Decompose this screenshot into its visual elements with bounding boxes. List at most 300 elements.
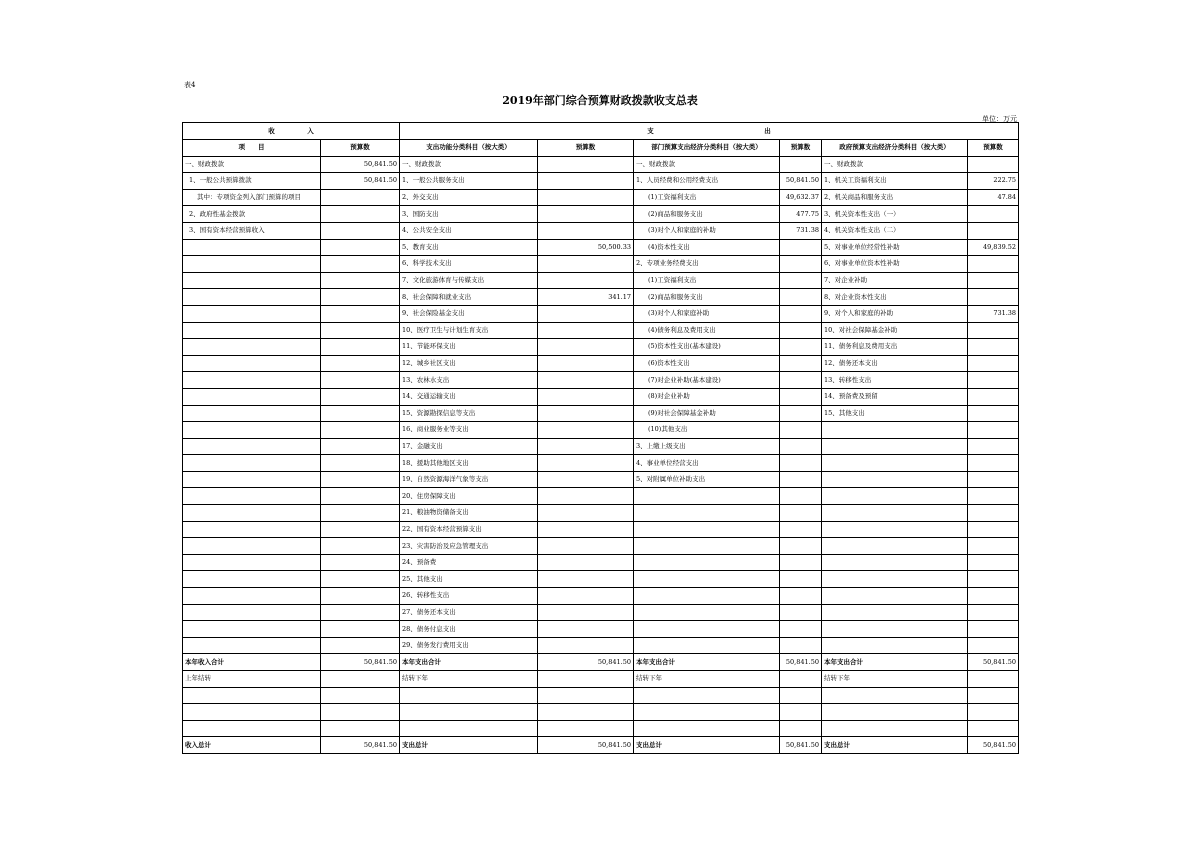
table-row <box>183 488 1019 505</box>
item-label-cell: (10)其他支出 <box>634 422 780 439</box>
item-label-cell: (7)对企业补助(基本建设) <box>634 372 780 389</box>
item-label-cell: 支出总计 <box>634 737 780 754</box>
item-label-cell: 支出总计 <box>822 737 968 754</box>
budget-value-cell <box>968 322 1019 339</box>
budget-value-cell <box>538 571 634 588</box>
budget-value-cell <box>538 156 634 173</box>
item-label-cell <box>822 704 968 721</box>
budget-value-cell: 222.75 <box>968 173 1019 190</box>
budget-value-cell <box>780 671 822 688</box>
budget-value-cell <box>321 239 400 256</box>
item-label-cell: 5、对事业单位经常性补助 <box>822 239 968 256</box>
budget-value-cell <box>968 704 1019 721</box>
table-row <box>183 455 1019 472</box>
budget-value-cell <box>780 256 822 273</box>
budget-value-cell: 731.38 <box>968 305 1019 322</box>
item-label-cell: 结转下年 <box>400 671 538 688</box>
budget-value-cell <box>321 289 400 306</box>
budget-value-cell <box>321 704 400 721</box>
table-row <box>183 621 1019 638</box>
item-label-cell <box>634 554 780 571</box>
item-label-cell: 支出总计 <box>400 737 538 754</box>
item-label-cell <box>183 521 321 538</box>
item-label-cell: (2)商品和服务支出 <box>634 289 780 306</box>
budget-value-cell <box>538 438 634 455</box>
budget-value-cell <box>321 604 400 621</box>
item-label-cell <box>183 289 321 306</box>
budget-value-cell <box>780 571 822 588</box>
budget-value-cell <box>538 339 634 356</box>
budget-value-cell: 50,500.33 <box>538 239 634 256</box>
budget-value-cell <box>968 637 1019 654</box>
budget-value-cell <box>538 355 634 372</box>
budget-value-cell <box>968 505 1019 522</box>
column-header: 预算数 <box>968 140 1019 157</box>
item-label-cell: 6、对事业单位资本性补助 <box>822 256 968 273</box>
table-row <box>183 505 1019 522</box>
budget-value-cell: 50,841.50 <box>968 654 1019 671</box>
item-label-cell <box>183 604 321 621</box>
item-label-cell: 13、转移性支出 <box>822 372 968 389</box>
budget-value-cell <box>780 720 822 737</box>
budget-value-cell <box>780 156 822 173</box>
budget-value-cell <box>538 671 634 688</box>
budget-value-cell <box>538 173 634 190</box>
item-label-cell: 21、粮油物资储备支出 <box>400 505 538 522</box>
item-label-cell <box>634 521 780 538</box>
budget-value-cell: 50,841.50 <box>321 654 400 671</box>
item-label-cell: 7、对企业补助 <box>822 272 968 289</box>
item-label-cell: 一、财政拨款 <box>634 156 780 173</box>
budget-value-cell <box>538 720 634 737</box>
item-label-cell: 16、商业服务业等支出 <box>400 422 538 439</box>
item-label-cell <box>183 256 321 273</box>
unit-label: 单位：万元 <box>982 115 1017 123</box>
item-label-cell: 1、一般公共服务支出 <box>400 173 538 190</box>
budget-value-cell <box>780 588 822 605</box>
item-label-cell <box>822 687 968 704</box>
item-label-cell: 9、对个人和家庭的补助 <box>822 305 968 322</box>
budget-value-cell <box>780 687 822 704</box>
budget-value-cell <box>968 455 1019 472</box>
budget-value-cell: 50,841.50 <box>780 173 822 190</box>
budget-value-cell: 50,841.50 <box>321 173 400 190</box>
item-label-cell: 结转下年 <box>634 671 780 688</box>
table-row <box>183 604 1019 621</box>
item-label-cell: 17、金融支出 <box>400 438 538 455</box>
item-label-cell <box>822 621 968 638</box>
item-label-cell <box>822 538 968 555</box>
table-row <box>183 538 1019 555</box>
item-label-cell: 3、机关资本性支出（一） <box>822 206 968 223</box>
budget-value-cell <box>321 222 400 239</box>
budget-value-cell <box>538 372 634 389</box>
budget-value-cell <box>538 521 634 538</box>
column-header: 预算数 <box>538 140 634 157</box>
item-label-cell: 一、财政拨款 <box>400 156 538 173</box>
item-label-cell: 13、农林水支出 <box>400 372 538 389</box>
item-label-cell <box>183 637 321 654</box>
item-label-cell <box>634 505 780 522</box>
item-label-cell: 其中：专项资金列入部门预算的项目 <box>183 189 321 206</box>
table-row <box>183 322 1019 339</box>
item-label-cell <box>822 455 968 472</box>
budget-value-cell: 50,841.50 <box>780 654 822 671</box>
budget-value-cell <box>538 621 634 638</box>
budget-value-cell <box>538 488 634 505</box>
column-header: 项 目 <box>183 140 321 157</box>
table-row <box>183 388 1019 405</box>
item-label-cell <box>822 554 968 571</box>
budget-value-cell: 49,839.52 <box>968 239 1019 256</box>
table-row <box>183 256 1019 273</box>
budget-value-cell <box>780 604 822 621</box>
budget-value-cell <box>321 388 400 405</box>
item-label-cell: 1、机关工资福利支出 <box>822 173 968 190</box>
budget-value-cell <box>538 422 634 439</box>
item-label-cell: (4)资本性支出 <box>634 239 780 256</box>
item-label-cell <box>183 538 321 555</box>
budget-value-cell <box>968 671 1019 688</box>
item-label-cell <box>822 488 968 505</box>
budget-value-cell <box>321 256 400 273</box>
budget-table <box>182 122 1019 754</box>
item-label-cell <box>183 388 321 405</box>
budget-value-cell <box>321 521 400 538</box>
budget-value-cell <box>780 521 822 538</box>
budget-value-cell <box>780 422 822 439</box>
table-row <box>183 206 1019 223</box>
budget-value-cell <box>538 272 634 289</box>
budget-value-cell <box>321 588 400 605</box>
item-label-cell <box>400 704 538 721</box>
item-label-cell: (8)对企业补助 <box>634 388 780 405</box>
budget-value-cell <box>968 256 1019 273</box>
budget-value-cell <box>968 554 1019 571</box>
item-label-cell <box>183 339 321 356</box>
item-label-cell: 10、医疗卫生与计划生育支出 <box>400 322 538 339</box>
budget-value-cell <box>321 471 400 488</box>
budget-value-cell <box>538 588 634 605</box>
item-label-cell: 23、灾害防治及应急管理支出 <box>400 538 538 555</box>
item-label-cell: 一、财政拨款 <box>183 156 321 173</box>
item-label-cell: 8、社会保障和就业支出 <box>400 289 538 306</box>
table-row <box>183 737 1019 754</box>
budget-value-cell <box>780 538 822 555</box>
item-label-cell: 7、文化旅游体育与传媒支出 <box>400 272 538 289</box>
item-label-cell <box>183 554 321 571</box>
item-label-cell <box>634 687 780 704</box>
table-row <box>183 438 1019 455</box>
item-label-cell: 14、交通运输支出 <box>400 388 538 405</box>
budget-value-cell <box>968 156 1019 173</box>
budget-value-cell <box>538 189 634 206</box>
item-label-cell: 28、债务付息支出 <box>400 621 538 638</box>
item-label-cell: 本年支出合计 <box>634 654 780 671</box>
budget-value-cell <box>780 289 822 306</box>
item-label-cell: 本年收入合计 <box>183 654 321 671</box>
item-label-cell <box>183 455 321 472</box>
budget-value-cell <box>321 621 400 638</box>
item-label-cell <box>822 422 968 439</box>
budget-value-cell <box>321 455 400 472</box>
page-title: 2019年部门综合预算财政拨款收支总表 <box>502 94 698 107</box>
item-label-cell <box>183 272 321 289</box>
budget-value-cell <box>780 322 822 339</box>
item-label-cell: 12、城乡社区支出 <box>400 355 538 372</box>
budget-value-cell: 50,841.50 <box>321 737 400 754</box>
item-label-cell: 5、对附属单位补助支出 <box>634 471 780 488</box>
table-row <box>183 521 1019 538</box>
budget-value-cell <box>321 687 400 704</box>
budget-value-cell <box>968 538 1019 555</box>
item-label-cell <box>183 571 321 588</box>
table-row <box>183 571 1019 588</box>
budget-value-cell <box>968 521 1019 538</box>
item-label-cell <box>183 405 321 422</box>
item-label-cell <box>822 588 968 605</box>
section-header-row <box>183 123 1019 140</box>
item-label-cell: (4)债务利息及费用支出 <box>634 322 780 339</box>
column-header: 政府预算支出经济分类科目（按大类） <box>822 140 968 157</box>
budget-value-cell <box>780 239 822 256</box>
item-label-cell <box>634 704 780 721</box>
item-label-cell: 20、住房保障支出 <box>400 488 538 505</box>
item-label-cell: (9)对社会保障基金补助 <box>634 405 780 422</box>
item-label-cell <box>822 720 968 737</box>
table-row <box>183 156 1019 173</box>
table-row <box>183 272 1019 289</box>
item-label-cell <box>400 720 538 737</box>
item-label-cell: (3)对个人和家庭补助 <box>634 305 780 322</box>
item-label-cell <box>822 571 968 588</box>
budget-value-cell <box>968 355 1019 372</box>
budget-value-cell <box>538 206 634 223</box>
budget-value-cell <box>968 206 1019 223</box>
table-number-label: 表4 <box>184 81 196 89</box>
item-label-cell: 2、机关商品和服务支出 <box>822 189 968 206</box>
item-label-cell <box>634 571 780 588</box>
table-row <box>183 289 1019 306</box>
budget-value-cell <box>968 438 1019 455</box>
item-label-cell: 3、国有资本经营预算收入 <box>183 222 321 239</box>
budget-value-cell <box>968 272 1019 289</box>
budget-value-cell <box>321 505 400 522</box>
budget-value-cell <box>538 471 634 488</box>
budget-value-cell <box>780 554 822 571</box>
budget-value-cell: 50,841.50 <box>321 156 400 173</box>
column-header: 预算数 <box>321 140 400 157</box>
budget-value-cell <box>321 305 400 322</box>
item-label-cell: 12、债务还本支出 <box>822 355 968 372</box>
item-label-cell: 11、债务利息及费用支出 <box>822 339 968 356</box>
budget-value-cell <box>780 637 822 654</box>
item-label-cell: 25、其他支出 <box>400 571 538 588</box>
table-row <box>183 720 1019 737</box>
table-row <box>183 704 1019 721</box>
budget-value-cell <box>968 372 1019 389</box>
item-label-cell <box>822 471 968 488</box>
column-header-row <box>183 140 1019 157</box>
budget-value-cell: 50,841.50 <box>538 737 634 754</box>
item-label-cell: (1)工资福利支出 <box>634 189 780 206</box>
budget-value-cell <box>968 720 1019 737</box>
item-label-cell: 24、预备费 <box>400 554 538 571</box>
budget-value-cell <box>780 704 822 721</box>
item-label-cell: 4、机关资本性支出（二） <box>822 222 968 239</box>
budget-value-cell: 50,841.50 <box>968 737 1019 754</box>
budget-value-cell <box>968 222 1019 239</box>
table-row <box>183 173 1019 190</box>
item-label-cell: (2)商品和服务支出 <box>634 206 780 223</box>
budget-value-cell <box>538 405 634 422</box>
table-row <box>183 471 1019 488</box>
budget-value-cell <box>538 455 634 472</box>
budget-value-cell <box>321 554 400 571</box>
budget-value-cell <box>321 355 400 372</box>
item-label-cell <box>183 422 321 439</box>
item-label-cell: (1)工资福利支出 <box>634 272 780 289</box>
item-label-cell: 本年支出合计 <box>400 654 538 671</box>
budget-value-cell <box>968 621 1019 638</box>
item-label-cell <box>822 438 968 455</box>
budget-value-cell <box>321 438 400 455</box>
budget-value-cell <box>321 322 400 339</box>
item-label-cell <box>634 720 780 737</box>
item-label-cell: 收入总计 <box>183 737 321 754</box>
item-label-cell <box>400 687 538 704</box>
budget-value-cell <box>780 372 822 389</box>
budget-value-cell <box>538 554 634 571</box>
item-label-cell: 14、预备费及预留 <box>822 388 968 405</box>
item-label-cell <box>634 621 780 638</box>
item-label-cell: 3、国防支出 <box>400 206 538 223</box>
budget-value-cell <box>780 471 822 488</box>
table-row <box>183 654 1019 671</box>
budget-value-cell <box>321 422 400 439</box>
budget-value-cell <box>538 388 634 405</box>
budget-value-cell <box>968 571 1019 588</box>
budget-value-cell <box>968 339 1019 356</box>
item-label-cell <box>183 720 321 737</box>
budget-value-cell <box>538 222 634 239</box>
item-label-cell: 4、公共安全支出 <box>400 222 538 239</box>
item-label-cell: 1、一般公共预算拨款 <box>183 173 321 190</box>
table-row <box>183 355 1019 372</box>
item-label-cell: 1、人员经费和公用经费支出 <box>634 173 780 190</box>
budget-value-cell: 49,632.37 <box>780 189 822 206</box>
table-row <box>183 687 1019 704</box>
item-label-cell <box>822 505 968 522</box>
item-label-cell: 结转下年 <box>822 671 968 688</box>
item-label-cell <box>634 588 780 605</box>
item-label-cell: 2、外交支出 <box>400 189 538 206</box>
table-row <box>183 372 1019 389</box>
item-label-cell: (3)对个人和家庭的补助 <box>634 222 780 239</box>
item-label-cell: 27、债务还本支出 <box>400 604 538 621</box>
column-header: 部门预算支出经济分类科目（按大类） <box>634 140 780 157</box>
item-label-cell <box>183 471 321 488</box>
budget-value-cell <box>780 488 822 505</box>
item-label-cell: 11、节能环保支出 <box>400 339 538 356</box>
item-label-cell <box>183 687 321 704</box>
budget-value-cell <box>780 455 822 472</box>
budget-value-cell <box>780 438 822 455</box>
budget-value-cell <box>968 604 1019 621</box>
budget-value-cell <box>321 637 400 654</box>
budget-value-cell <box>780 505 822 522</box>
item-label-cell <box>822 604 968 621</box>
item-label-cell: 26、转移性支出 <box>400 588 538 605</box>
item-label-cell: 上年结转 <box>183 671 321 688</box>
item-label-cell: 2、专项业务经费支出 <box>634 256 780 273</box>
budget-value-cell <box>321 272 400 289</box>
item-label-cell: 3、上缴上级支出 <box>634 438 780 455</box>
item-label-cell: 本年支出合计 <box>822 654 968 671</box>
budget-value-cell <box>780 388 822 405</box>
item-label-cell <box>634 488 780 505</box>
item-label-cell <box>822 637 968 654</box>
expense-section-header: 支 出 <box>400 123 1019 140</box>
budget-value-cell <box>538 305 634 322</box>
budget-value-cell <box>321 206 400 223</box>
item-label-cell: 8、对企业资本性支出 <box>822 289 968 306</box>
item-label-cell <box>183 239 321 256</box>
budget-value-cell <box>321 571 400 588</box>
budget-value-cell <box>538 687 634 704</box>
budget-value-cell: 50,841.50 <box>538 654 634 671</box>
budget-value-cell: 731.38 <box>780 222 822 239</box>
item-label-cell: 6、科学技术支出 <box>400 256 538 273</box>
budget-value-cell: 50,841.50 <box>780 737 822 754</box>
budget-value-cell <box>321 372 400 389</box>
budget-value-cell: 341.17 <box>538 289 634 306</box>
item-label-cell: 22、国有资本经营预算支出 <box>400 521 538 538</box>
budget-value-cell <box>321 189 400 206</box>
table-row <box>183 239 1019 256</box>
item-label-cell <box>183 488 321 505</box>
budget-value-cell: 477.75 <box>780 206 822 223</box>
table-row <box>183 189 1019 206</box>
table-row <box>183 554 1019 571</box>
table-row <box>183 305 1019 322</box>
item-label-cell: 18、援助其他地区支出 <box>400 455 538 472</box>
budget-value-cell <box>968 687 1019 704</box>
item-label-cell <box>822 521 968 538</box>
budget-value-cell <box>780 355 822 372</box>
item-label-cell: 29、债务发行费用支出 <box>400 637 538 654</box>
table-row <box>183 671 1019 688</box>
table-row <box>183 588 1019 605</box>
budget-value-cell <box>780 305 822 322</box>
item-label-cell <box>634 637 780 654</box>
table-row <box>183 422 1019 439</box>
item-label-cell: 4、事业单位经营支出 <box>634 455 780 472</box>
item-label-cell: (5)资本性支出(基本建设) <box>634 339 780 356</box>
budget-value-cell <box>538 704 634 721</box>
item-label-cell <box>183 372 321 389</box>
budget-value-cell <box>538 637 634 654</box>
budget-value-cell <box>780 272 822 289</box>
budget-value-cell <box>538 256 634 273</box>
item-label-cell <box>183 355 321 372</box>
item-label-cell <box>183 438 321 455</box>
item-label-cell: 15、资源勘探信息等支出 <box>400 405 538 422</box>
budget-value-cell <box>538 538 634 555</box>
item-label-cell <box>183 588 321 605</box>
budget-value-cell <box>780 339 822 356</box>
budget-value-cell <box>968 422 1019 439</box>
